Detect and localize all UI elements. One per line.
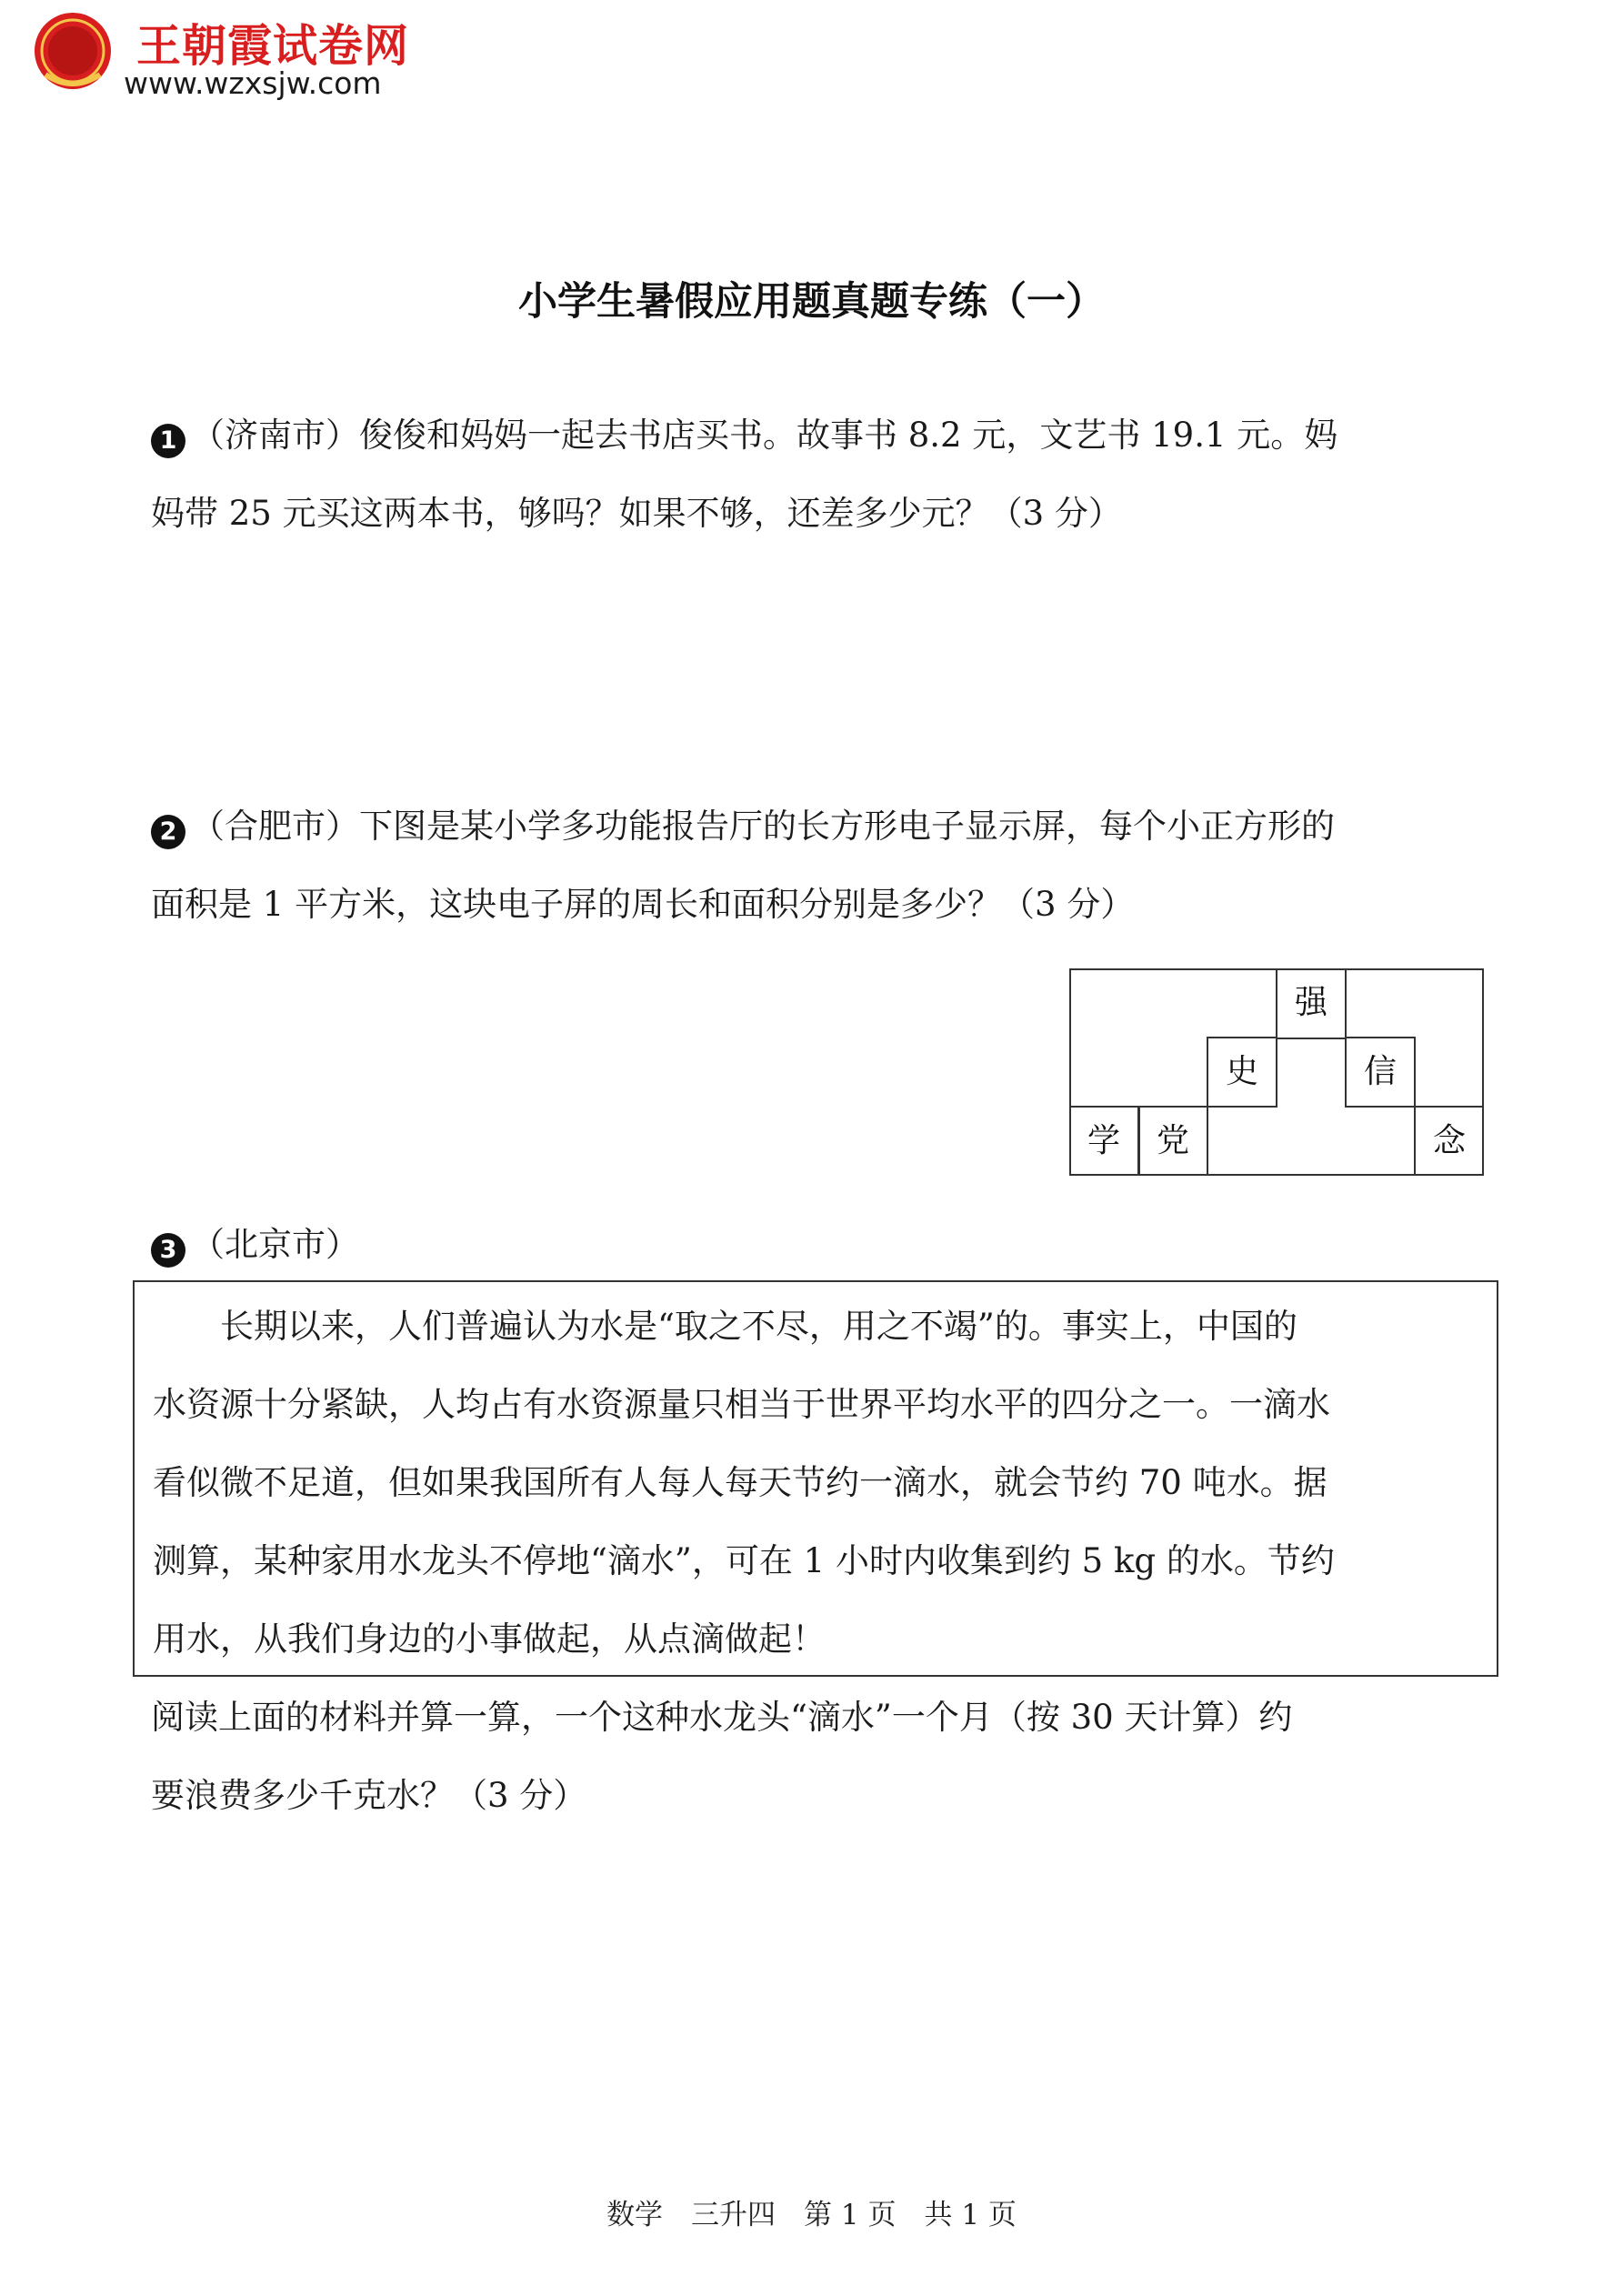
grid-cell-party: 党 <box>1156 1122 1189 1159</box>
passage-line: 看似微不足道，但如果我国所有人每人每天节约一滴水，就会节约 70 吨水。据 <box>153 1463 1327 1502</box>
page-title: 小学生暑假应用题真题专练（一） <box>518 279 1105 325</box>
passage-line: 长期以来，人们普遍认为水是“取之不尽，用之不竭”的。事实上，中国的 <box>153 1307 1297 1346</box>
passage-line: 用水，从我们身边的小事做起，从点滴做起！ <box>153 1619 826 1659</box>
screen-grid-diagram <box>1069 968 1484 1176</box>
site-logo <box>25 7 453 107</box>
question-text-line: 要浪费多少千克水？（3 分） <box>151 1776 587 1815</box>
question-number-badge: 2 <box>151 815 185 849</box>
passage-line: 测算，某种家用水龙头不停地“滴水”，可在 1 小时内收集到约 5 kg 的水。节约 <box>153 1541 1335 1580</box>
question-3-header <box>151 1206 1495 1284</box>
grid-cell-learn: 学 <box>1087 1122 1120 1159</box>
question-text-line: （济南市）俊俊和妈妈一起去书店买书。故事书 8.2 元，文艺书 19.1 元。妈 <box>191 416 1338 455</box>
grid-cell-history: 史 <box>1225 1053 1258 1090</box>
question-2 <box>151 787 1495 944</box>
question-number-badge: 1 <box>151 424 185 458</box>
page-footer: 数学 三升四 第 1 页 共 1 页 <box>606 2199 1017 2231</box>
question-number-badge: 3 <box>151 1233 185 1268</box>
logo-text: 王朝霞试卷网 <box>136 20 410 72</box>
logo-seal-icon <box>33 11 113 91</box>
passage-line: 水资源十分紧缺，人均占有水资源量只相当于世界平均水平的四分之一。一滴水 <box>153 1385 1330 1424</box>
grid-cell-strong: 强 <box>1294 984 1327 1021</box>
question-text-line: 阅读上面的材料并算一算，一个这种水龙头“滴水”一个月（按 30 天计算）约 <box>151 1698 1293 1737</box>
question-text-line: 妈带 25 元买这两本书，够吗？如果不够，还差多少元？（3 分） <box>151 494 1122 533</box>
question-source: （北京市） <box>191 1225 359 1264</box>
logo-url: www.wzxsjw.com <box>124 65 382 101</box>
grid-cell-faith: 信 <box>1363 1053 1397 1090</box>
reading-passage-box <box>133 1280 1498 1677</box>
question-1 <box>151 396 1495 553</box>
question-3-prompt <box>151 1679 1495 1835</box>
grid-cell-belief: 念 <box>1432 1122 1466 1159</box>
question-text-line: 面积是 1 平方米，这块电子屏的周长和面积分别是多少？（3 分） <box>151 885 1135 924</box>
question-text-line: （合肥市）下图是某小学多功能报告厅的长方形电子显示屏，每个小正方形的 <box>191 807 1335 846</box>
